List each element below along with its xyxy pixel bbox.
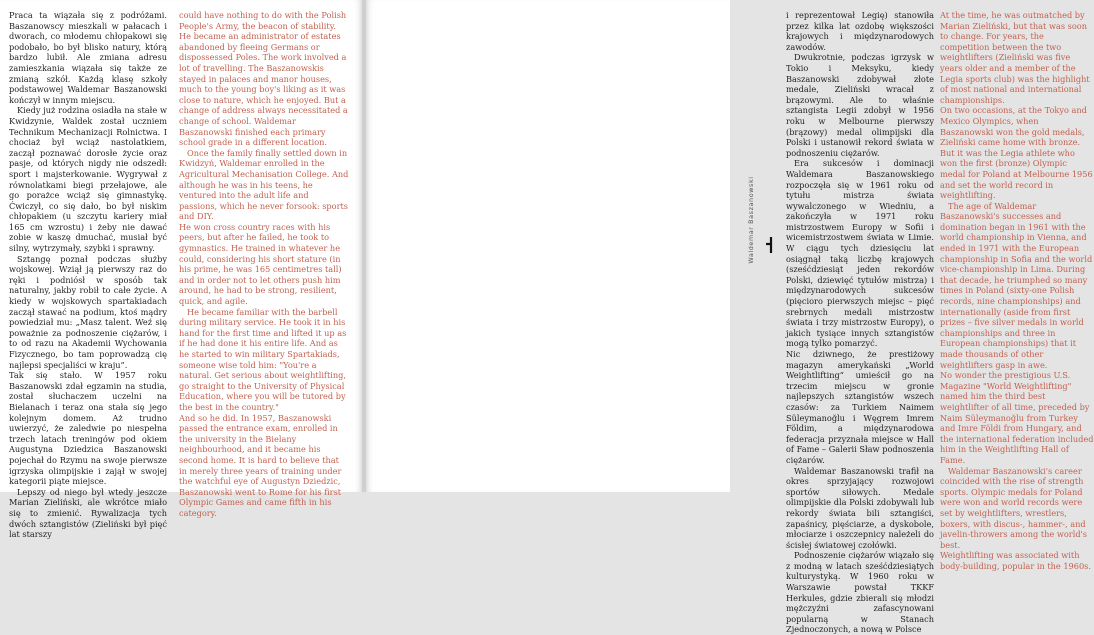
running-head-text: Waldemar Baszanowski <box>747 176 755 264</box>
paragraph: Sztangę poznał podczas służby wojskowej. Wziął ją pierwszy raz do ręki i podniósł w sposób tak naturalny, jakby robił to całe życie. A kiedy w wojskowych spartakiadach zaczął stawać na podium, ktoś mądry powiedział mu: „Masz talent. Weź się poważnie za podnoszenie ciężarów, i to od razu na Akademii Wychowania Fizycznego, bo tam poprowadzą cię najlepsi specjaliści w kraju”. <box>9 253 167 370</box>
paragraph: On two occasions, at the Tokyo and Mexico Olympics, when Baszanowski won the gold medals, Zieliński came home with bronze. But it was the Legia athlete who won the first (bronze) Olympic medal for Poland at Melbourne 1956 and set the world record in weightlifting. <box>940 105 1093 201</box>
paragraph: Weightlifting was associated with body-building, popular in the 1960s. <box>940 550 1091 571</box>
running-head <box>743 165 759 275</box>
paragraph: He won cross country races with his peers, but after he failed, he took to gymnastics. He trained in whatever he could, considering his short stature (in his prime, he was 165 centimetres tall) and in order not to let others push him around, he had to be strong, resilient, quick, and agile. <box>179 221 342 307</box>
paragraph: No wonder the prestigious U.S. Magazine "World Weightlifting" named him the third best weightlifter of all time, preceded by Naim Süleymanoğlu from Turkey and Imre Földi from Hungary, and the international federation included him in the Weightlifting Hall of Fame. <box>940 370 1094 465</box>
paragraph: Waldemar Baszanowski trafił na okres sprzyjający rozwojowi sportów siłowych. Medale olimpijskie dla Polski zdobywali lub rekordy świata bili sztangiści, zapaśnicy, pięściarze, a dyskobole, młociarze i oszczepnicy należeli do ścisłej światowej czołówki. <box>786 465 934 550</box>
bracket-ornament-icon <box>764 236 774 254</box>
paragraph: And so he did. In 1957, Baszanowski passed the entrance exam, enrolled in the university in the Bielany neighbourhood, and it became his second home. It is hard to believe that in merely three years of training under the watchful eye of Augustyn Dziedzic, Baszanowski went to Rome for his first Olympic Games and came fifth in his category. <box>179 412 342 518</box>
paragraph: Nic dziwnego, że prestiżowy magazyn amerykański „World Weightlifting” umieścił go na trzecim miejscu w gronie najlepszych sztangistów wszech czasów: za Turkiem Naimem Süleymanoğlu i Węgrem Imrem Földim, a międzynarodowa federacja przyznała miejsce w Hall of Fame – Galerii Sław podnoszenia ciężarów. <box>786 349 934 465</box>
paragraph: Waldemar Baszanowski's career coincided with the rise of strength sports. Olympic medals for Poland were won and world records were set by weightlifters, wrestlers, boxers, with discus-, hammer-, and javelin-throwers among the world's best. <box>940 465 1088 550</box>
paragraph: i reprezentował Legię) stanowiła przez kilka lat ozdobę większości krajowych i międzynarodowych zawodów. <box>786 10 934 52</box>
right-page <box>366 0 1094 635</box>
paragraph: Dwukrotnie, podczas igrzysk w Tokio i Meksyku, kiedy Baszanowski zdobywał złote medale, Zieliński wracał z brązowymi. Ale to właśnie sztangista Legii zdobył w 1956 roku w Melbourne pierwszy (brązowy) medal olimpijski dla Polski i ustanowił rekord świata w podnoszeniu ciężarów. <box>786 52 934 158</box>
left-page <box>0 0 362 540</box>
paragraph: The age of Waldemar Baszanowski's successes and domination began in 1961 with the world championship in Vienna, and ended in 1971 with the European championship in Sofia and the world vice-championship in Lima. During that decade, he triumphed so many times in Poland (sixty-one Polish records, nine championships) and internationally (aside from first prizes – five silver medals in world championships and three in European championships) that it made thousands of other weightlifters gasp in awe. <box>940 200 1093 370</box>
paragraph: Podnoszenie ciężarów wiązało się z modną w latach sześćdziesiątych kulturystyką. W 1960 roku w Warszawie powstał TKKF Herkules, gdzie zbierali się młodzi mężczyźni zafascynowani popularną w Stanach Zjednoczonych, a nową w Polsce <box>786 550 934 635</box>
polish-column-left <box>9 10 167 540</box>
paragraph: Kiedy już rodzina osiadła na stałe w Kwidzynie, Waldek został uczniem Technikum Mechanizacji Rolnictwa. I chociaż był wciąż nastolatkiem, zaczął poznawać dorosłe życie oraz pasje, od których nigdy nie odszedł: sport i majsterkowanie. Wygrywał z równolatkami biegi przełajowe, ale go porażce wciąż się gimnastykę. Ćwiczył, co się dało, bo był niskim chłopakiem (u szczytu kariery miał 165 cm wzrostu) i żeby nie dawać zobie w kaszę dmuchać, musiał być silny, wytrzymały, szybki i sprawny. <box>9 105 167 254</box>
paragraph: Era sukcesów i dominacji Waldemara Baszanowskiego rozpoczęła się w 1961 roku od tytułu mistrza świata wywalczonego w Wiedniu, a zakończyła w 1971 roku mistrzostwem Europy w Sofii i wicemistrzostwem świata w Limie. W ciągu tych dziesięciu lat osiągnął taką liczbę krajowych (sześćdziesiąt jeden rekordów Polski, dziewięć tytułów mistrza) i międzynarodowych sukcesów (pięcioro pierwszych miejsc – pięć srebrnych medali mistrzostw świata i trzy mistrzostw Europy), o jakich tysiące innych sztangistów mogą tylko pomarzyć. <box>786 158 934 349</box>
paragraph: At the time, he was outmatched by Marian Zieliński, but that was soon to change. For years, the competition between the two weightlifters (Zieliński was five years older and a member of the Legia sports club) was the highlight of most national and international championships. <box>940 10 1090 105</box>
paragraph: Tak się stało. W 1957 roku Baszanowski zdał egzamin na studia, został słuchaczem uczelni na Bielanach i teraz ona stała się jego kolejnym domem. Aż trudno uwierzyć, że zaledwie po niespełna trzech latach treningów pod okiem Augustyna Dziedzica Baszanowski pojechał do Rzymu na swoje pierwsze igrzyska olimpijskie i zajął w swojej kategorii piąte miejsce. <box>9 370 167 487</box>
paragraph: could have nothing to do with the Polish People's Army, the beacon of stability. He became an administrator of estates abandoned by fleeing Germans or dispossessed Poles. The work involved a lot of travelling. The Baszanowskis stayed in palaces and manor houses, much to the young boy's liking as it was close to nature, which he enjoyed. But a change of address always necessitated a change of school. Waldemar Baszanowski finished each primary school grade in a different location. <box>179 10 348 148</box>
english-column-right <box>940 10 1094 571</box>
paragraph: He became familiar with the barbell during military service. He took it in his hand for the first time and lifted it up as if he had done it his entire life. And as he started to win military Spartakiads, someone wise told him: "You're a natural. Get serious about weightlifting, go straight to the University of Physical Education, where you will be tutored by the best in the country." <box>179 306 347 412</box>
polish-column-right <box>786 10 934 635</box>
paragraph: Lepszy od niego był wtedy jeszcze Marian Zieliński, ale wkrótce miało się to zmienić. Rywalizacja tych dwóch sztangistów (Zieliński był pięć lat starszy <box>9 486 167 540</box>
english-column-left <box>179 10 349 518</box>
paragraph: Praca ta wiązała się z podróżami. Baszanowscy mieszkali w pałacach i dworach, co młodemu chłopakowi się podobało, bo był blisko natury, którą bardzo lubił. Ale zmiana adresu zamieszkania wiązała się także ze zmianą szkół. Każdą klasę szkoły podstawowej Waldemar Baszanowski kończył w innym miejscu. <box>9 10 167 105</box>
paragraph: Once the family finally settled down in Kwidzyń, Waldemar enrolled in the Agricultural Mechanisation College. And although he was in his teens, he ventured into the adult life and passions, which he never forsook: sports and DIY. <box>179 147 349 222</box>
